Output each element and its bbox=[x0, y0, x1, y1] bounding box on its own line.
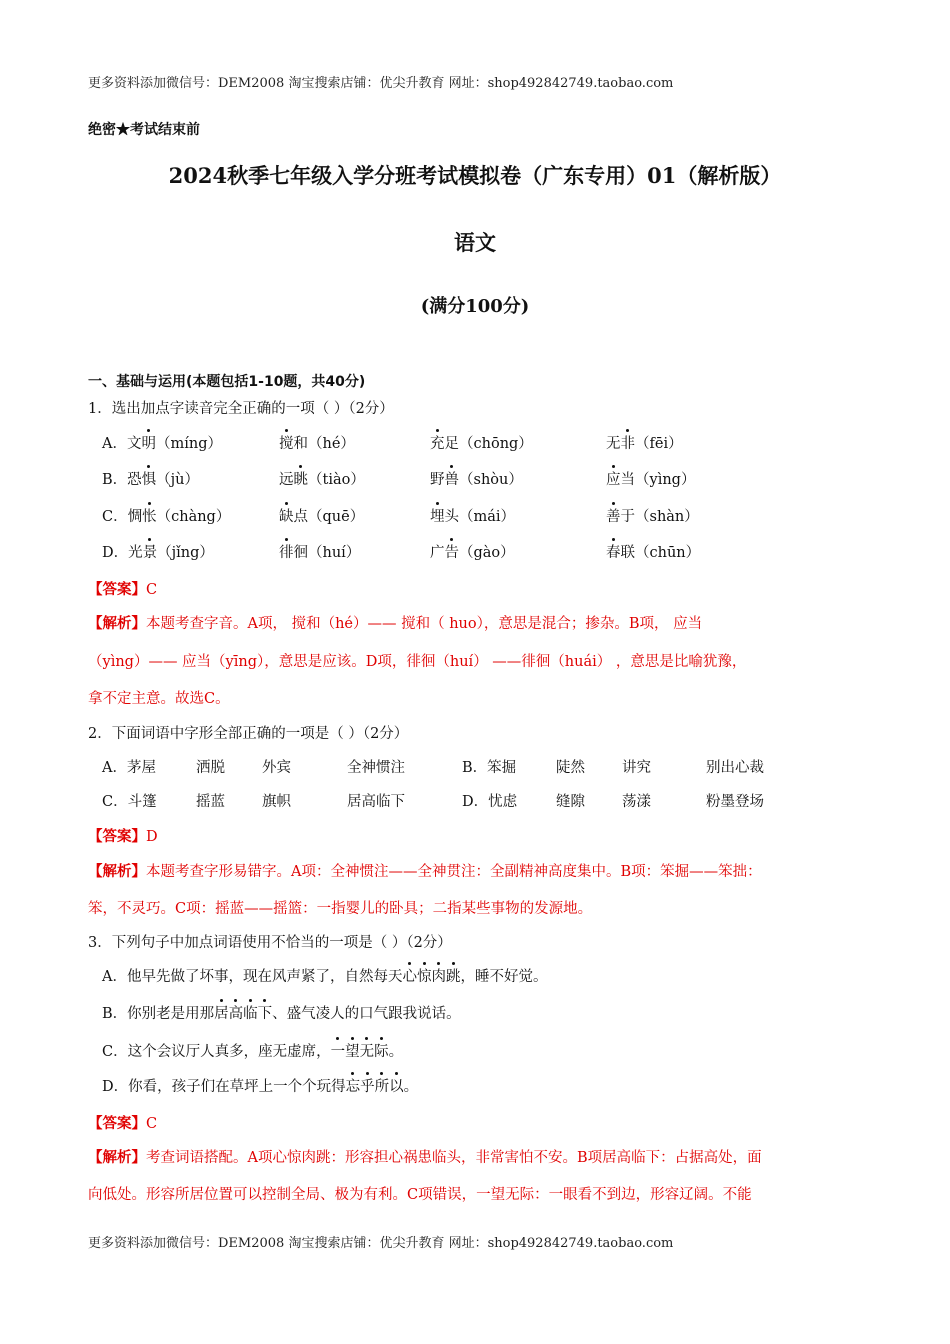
option-text: 、盛气凌人的口气跟我说话。 bbox=[272, 1006, 461, 1022]
secret-mark: 绝密★考试结束前 bbox=[88, 122, 200, 138]
dotted-character: 眺 bbox=[294, 468, 309, 489]
question-2-word: 外宾 bbox=[262, 760, 291, 776]
subject-title: 语文 bbox=[454, 230, 496, 255]
option-text: 头（mái） bbox=[444, 509, 516, 525]
option-text: 足（chōng） bbox=[444, 436, 533, 452]
question-2-stem: 2．下面词语中字形全部正确的一项是（ ）（2分） bbox=[88, 726, 409, 742]
option-text: ，睡不好觉。 bbox=[460, 969, 548, 985]
option-text: （míng） bbox=[155, 436, 222, 452]
dotted-character: 景 bbox=[143, 541, 158, 562]
analysis-label: 【解析】 bbox=[88, 863, 146, 880]
analysis-text: 本题考查字形易错字。A项：全神惯注——全神贯注：全副精神高度集中。B项：笨掘——笨拙： bbox=[146, 864, 762, 880]
dotted-character: 临 bbox=[243, 1002, 258, 1023]
dotted-character: 所 bbox=[375, 1075, 390, 1096]
question-1-option bbox=[606, 541, 700, 562]
page-footer: 更多资料添加微信号：DEM2008 淘宝搜索店铺：优尖升教育 网址：shop492842749.taobao.com bbox=[88, 1236, 674, 1251]
question-1-analysis-line-3: 拿不定主意。故选C。 bbox=[88, 691, 230, 707]
question-3-option bbox=[102, 1075, 418, 1096]
dotted-character: 心 bbox=[402, 965, 417, 986]
dotted-character: 告 bbox=[445, 541, 460, 562]
dotted-character: 跳 bbox=[446, 965, 461, 986]
question-1-analysis-line-2: （yìng）—— 应当（yīng），意思是应该。D项，徘徊（huí） ——徘徊（huái） ，意思是比喻犹豫， bbox=[88, 654, 747, 670]
question-3-stem: 3．下列句子中加点词语使用不恰当的一项是（ ）（2分） bbox=[88, 935, 452, 951]
page-title: 2024秋季七年级入学分班考试模拟卷（广东专用）01（解析版） bbox=[168, 163, 782, 188]
option-text: 远 bbox=[279, 472, 294, 488]
dotted-character: 非 bbox=[621, 432, 636, 453]
option-text: （shòu） bbox=[459, 472, 523, 488]
answer-value: D bbox=[146, 829, 158, 845]
dotted-character: 春 bbox=[606, 541, 621, 562]
question-1-answer bbox=[88, 578, 157, 599]
question-1-option bbox=[430, 541, 515, 562]
answer-label: 【答案】 bbox=[88, 828, 146, 845]
question-2-word: B．笨掘 bbox=[462, 760, 517, 776]
option-text: C．这个会议厅人真多，座无虚席， bbox=[102, 1044, 331, 1060]
option-text: 。 bbox=[388, 1044, 404, 1060]
dotted-character: 肉 bbox=[431, 965, 446, 986]
option-text: A．他早先做了坏事，现在风声紧了，自然每天 bbox=[102, 969, 403, 985]
question-1-option bbox=[279, 541, 360, 562]
dotted-phrase bbox=[402, 969, 460, 985]
dotted-character: 徘 bbox=[279, 541, 294, 562]
question-2-word: 讲究 bbox=[622, 760, 651, 776]
question-2-word: 居高临下 bbox=[347, 794, 405, 810]
question-2-word: A．茅屋 bbox=[102, 760, 156, 776]
question-1-option bbox=[606, 505, 699, 526]
full-score: (满分100分) bbox=[420, 296, 530, 317]
dotted-character: 以 bbox=[389, 1075, 404, 1096]
question-1-stem: 1．选出加点字读音完全正确的一项（ ）（2分） bbox=[88, 401, 394, 417]
question-3-answer bbox=[88, 1112, 157, 1133]
dotted-character: 应 bbox=[606, 468, 621, 489]
question-3-option bbox=[102, 1002, 461, 1023]
option-text: 广 bbox=[430, 545, 445, 561]
question-3-option bbox=[102, 1040, 403, 1061]
dotted-phrase bbox=[214, 1006, 272, 1022]
answer-label: 【答案】 bbox=[88, 581, 146, 598]
question-2-word: 陡然 bbox=[556, 760, 585, 776]
dotted-character: 惊 bbox=[417, 965, 432, 986]
question-1-option bbox=[102, 468, 199, 489]
question-1-option bbox=[430, 505, 515, 526]
dotted-phrase bbox=[331, 1044, 389, 1060]
option-text: 。 bbox=[403, 1079, 419, 1095]
dotted-character: 惧 bbox=[142, 468, 157, 489]
dotted-character: 际 bbox=[374, 1040, 389, 1061]
option-text: A．文 bbox=[102, 436, 142, 452]
question-2-word: D．忧虑 bbox=[462, 794, 518, 810]
option-text: D．光 bbox=[102, 545, 143, 561]
question-3-option bbox=[102, 965, 547, 986]
question-1-option bbox=[102, 505, 230, 526]
question-2-word: 旗帜 bbox=[262, 794, 291, 810]
dotted-character: 善 bbox=[606, 505, 621, 526]
option-text: 和（hé） bbox=[293, 436, 355, 452]
section-heading: 一、基础与运用(本题包括1-10题，共40分) bbox=[88, 374, 366, 390]
dotted-character: 搅 bbox=[279, 432, 294, 453]
analysis-label: 【解析】 bbox=[88, 1149, 146, 1166]
question-2-word: 摇蓝 bbox=[196, 794, 225, 810]
dotted-character: 缺 bbox=[279, 505, 294, 526]
option-text: 野 bbox=[430, 472, 445, 488]
option-text: C．惆 bbox=[102, 509, 143, 525]
question-2-analysis-line-1 bbox=[88, 860, 762, 881]
option-text: 于（shàn） bbox=[620, 509, 699, 525]
dotted-character: 下 bbox=[258, 1002, 273, 1023]
question-2-word: 全神惯注 bbox=[347, 760, 405, 776]
dotted-character: 望 bbox=[345, 1040, 360, 1061]
option-text: D．你看，孩子们在草坪上一个个玩得 bbox=[102, 1079, 346, 1095]
analysis-text: 本题考查字音。A项， 搅和（hé）—— 搅和（ huo），意思是混合；掺杂。B项， 应当 bbox=[146, 616, 703, 632]
analysis-label: 【解析】 bbox=[88, 615, 146, 632]
analysis-text: 考查词语搭配。A项心惊肉跳：形容担心祸患临头，非常害怕不安。B项居高临下：占据高处，面 bbox=[146, 1150, 762, 1166]
option-text: （chàng） bbox=[156, 509, 231, 525]
option-text: （tiào） bbox=[308, 472, 365, 488]
question-1-option bbox=[430, 432, 533, 453]
question-2-word: 荡漾 bbox=[622, 794, 651, 810]
dotted-character: 无 bbox=[360, 1040, 375, 1061]
question-1-option bbox=[279, 505, 364, 526]
dotted-character: 一 bbox=[331, 1040, 346, 1061]
question-1-option bbox=[606, 432, 683, 453]
option-text: 当（yìng） bbox=[620, 472, 696, 488]
question-1-option bbox=[102, 541, 214, 562]
dotted-character: 充 bbox=[430, 432, 445, 453]
answer-value: C bbox=[146, 1116, 158, 1132]
option-text: B．恐 bbox=[102, 472, 142, 488]
option-text: 徊（huí） bbox=[293, 545, 361, 561]
dotted-character: 兽 bbox=[445, 468, 460, 489]
dotted-character: 怅 bbox=[142, 505, 157, 526]
question-1-option bbox=[430, 468, 523, 489]
question-1-option bbox=[606, 468, 695, 489]
question-2-word: 洒脱 bbox=[196, 760, 225, 776]
question-1-option bbox=[102, 432, 222, 453]
question-2-word: 别出心裁 bbox=[706, 760, 764, 776]
question-3-analysis-line-2: 向低处。形容所居位置可以控制全局、极为有利。C项错误，一望无际：一眼看不到边，形容辽阔。不能 bbox=[88, 1187, 752, 1203]
question-1-option bbox=[279, 432, 355, 453]
question-2-analysis-line-2: 笨，不灵巧。C项：摇蓝——摇篮：一指婴儿的卧具；二指某些事物的发源地。 bbox=[88, 901, 593, 917]
dotted-character: 明 bbox=[141, 432, 156, 453]
option-text: （fēi） bbox=[635, 436, 683, 452]
dotted-character: 乎 bbox=[360, 1075, 375, 1096]
question-2-answer bbox=[88, 825, 158, 846]
question-3-analysis-line-1 bbox=[88, 1146, 762, 1167]
answer-value: C bbox=[146, 582, 158, 598]
answer-label: 【答案】 bbox=[88, 1115, 146, 1132]
question-1-option bbox=[279, 468, 365, 489]
dotted-phrase bbox=[346, 1079, 404, 1095]
page-header: 更多资料添加微信号：DEM2008 淘宝搜索店铺：优尖升教育 网址：shop492842749.taobao.com bbox=[88, 76, 674, 91]
option-text: （gào） bbox=[459, 545, 515, 561]
dotted-character: 居 bbox=[214, 1002, 229, 1023]
option-text: 联（chūn） bbox=[620, 545, 701, 561]
question-1-analysis-line-1 bbox=[88, 612, 702, 633]
question-2-word: 缝隙 bbox=[556, 794, 585, 810]
dotted-character: 忘 bbox=[346, 1075, 361, 1096]
option-text: 无 bbox=[606, 436, 621, 452]
question-2-word: 粉墨登场 bbox=[706, 794, 764, 810]
option-text: （jù） bbox=[156, 472, 199, 488]
option-text: 点（quē） bbox=[293, 509, 365, 525]
option-text: B．你别老是用那 bbox=[102, 1006, 215, 1022]
question-2-word: C．斗篷 bbox=[102, 794, 157, 810]
option-text: （jǐng） bbox=[157, 545, 214, 561]
dotted-character: 高 bbox=[229, 1002, 244, 1023]
dotted-character: 埋 bbox=[430, 505, 445, 526]
